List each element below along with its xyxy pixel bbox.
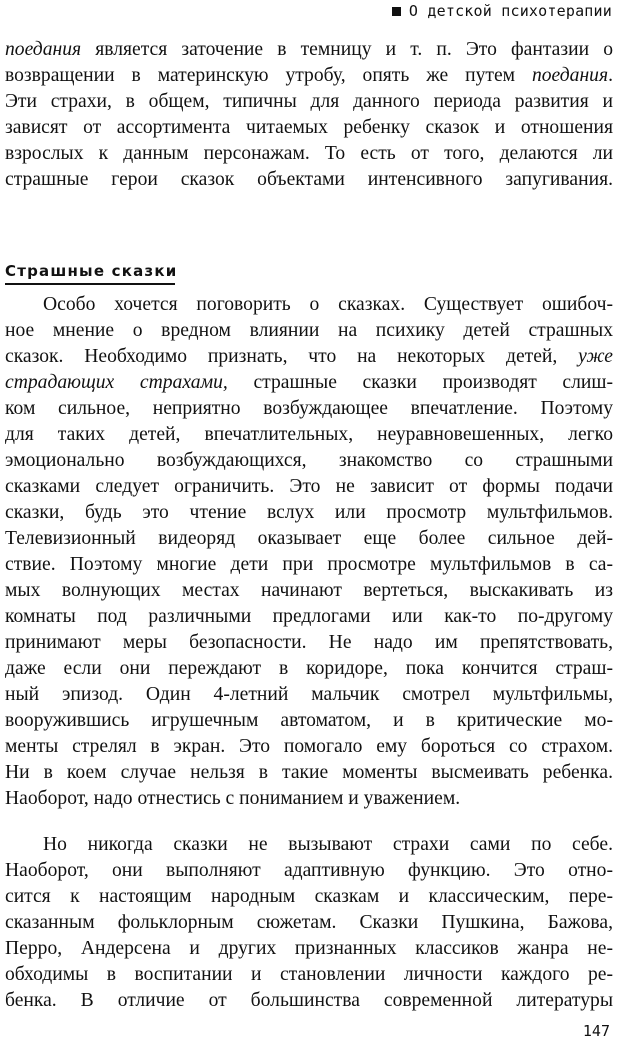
text-line xyxy=(5,141,613,167)
page-number: 147 xyxy=(582,1022,610,1040)
text-run: мых волнующих местах начинают вертеться, выскакивать из xyxy=(5,580,613,601)
text-run: ком сильное, неприятно возбуждающее впечатление. Поэтому xyxy=(5,398,613,419)
text-run: менты стрелял в экран. Это помогало ему бороться со страхом. xyxy=(5,736,613,757)
text-run: страшные сказки производят слиш- xyxy=(227,372,613,393)
text-line xyxy=(5,962,613,988)
text-run: комнаты под различными предлогами или как-то по-другому xyxy=(5,606,613,627)
running-header-title: О детской психотерапии xyxy=(408,2,612,20)
text-run: страшные герои сказок объектами интенсивного запугивания. xyxy=(5,169,613,190)
text-run: Перро, Андерсена и других признанных классиков жанра не- xyxy=(5,938,613,959)
text-run: возвращении в материнскую утробу, опять же путем xyxy=(5,65,532,86)
text-run: Эти страхи, в общем, типичны для данного периода развития и xyxy=(5,91,613,112)
text-run: ствие. Поэтому многие дети при просмотре мультфильмов в са- xyxy=(5,554,613,575)
text-run: даже если они переждают в коридоре, пока кончится страш- xyxy=(5,658,613,679)
text-run: взрослых к данным персонажам. То есть от того, делаются ли xyxy=(5,143,613,164)
text-run: Ни в коем случае нельзя в такие моменты высмеивать ребенка. xyxy=(5,762,613,783)
text-run: эмоционально возбуждающихся, знакомство со страшными xyxy=(5,450,613,471)
intro-paragraph xyxy=(5,37,613,193)
text-run: для таких детей, впечатлительных, неуравновешенных, легко xyxy=(5,424,613,445)
italic-text: поедания xyxy=(5,39,82,60)
text-run: зависят от ассортимента читаемых ребенку сказок и отношения xyxy=(5,117,613,138)
paragraph-adaptive-function xyxy=(5,832,613,1014)
text-run: является заточение в темницу и т. п. Это фантазии о xyxy=(81,39,613,60)
text-line xyxy=(5,63,613,89)
text-line xyxy=(5,474,613,500)
text-line xyxy=(5,682,613,708)
text-line xyxy=(5,988,613,1014)
text-run: вооружившись игрушечным автоматом, и в критические мо- xyxy=(5,710,613,731)
text-line xyxy=(5,708,613,734)
text-line xyxy=(5,630,613,656)
text-line xyxy=(5,344,613,370)
text-line xyxy=(5,167,613,193)
text-line xyxy=(5,936,613,962)
text-line xyxy=(5,292,613,318)
italic-text: страдающих страхами, xyxy=(5,372,228,393)
text-line xyxy=(5,370,613,396)
text-run: сится к настоящим народным сказкам и классическим, пере- xyxy=(5,886,613,907)
filled-square-icon xyxy=(392,7,401,16)
text-run: Телевизионный видеоряд оказывает еще более сильное дей- xyxy=(5,528,613,549)
text-run: обходимы в воспитании и становлении личности каждого ре- xyxy=(5,964,613,985)
text-line xyxy=(5,578,613,604)
text-run: Особо хочется поговорить о сказках. Существует ошибоч- xyxy=(43,294,613,315)
text-run: сказки, будь это чтение вслух или просмотр мультфильмов. xyxy=(5,502,613,523)
text-run: Но никогда сказки не вызывают страхи сами по себе. xyxy=(43,834,613,855)
text-line xyxy=(5,858,613,884)
text-run: Наоборот, надо отнестись с пониманием и уважением. xyxy=(5,788,461,809)
text-run: Наоборот, они выполняют адаптивную функцию. Это отно- xyxy=(5,860,613,881)
text-line xyxy=(5,318,613,344)
section-heading: Страшные сказки xyxy=(5,262,178,280)
text-line xyxy=(5,910,613,936)
text-line xyxy=(5,832,613,858)
text-line xyxy=(5,786,613,812)
text-run: принимают меры безопасности. Не надо им препятствовать, xyxy=(5,632,613,653)
section-heading-rule xyxy=(5,283,175,285)
text-run: сказками следует ограничить. Это не зависит от формы подачи xyxy=(5,476,613,497)
italic-text: поедания xyxy=(531,65,609,86)
running-header xyxy=(392,2,612,20)
text-line xyxy=(5,604,613,630)
text-line xyxy=(5,448,613,474)
text-line xyxy=(5,552,613,578)
text-line xyxy=(5,89,613,115)
text-run: ное мнение о вредном влиянии на психику детей страшных xyxy=(5,320,613,341)
text-line xyxy=(5,37,613,63)
text-line xyxy=(5,115,613,141)
text-run: сказанным фольклорным сюжетам. Сказки Пушкина, Бажова, xyxy=(5,912,613,933)
text-line xyxy=(5,734,613,760)
text-line xyxy=(5,760,613,786)
text-run: ный эпизод. Один 4-летний мальчик смотрел мультфильмы, xyxy=(5,684,613,705)
paragraph-scary-tales xyxy=(5,292,613,812)
text-line xyxy=(5,526,613,552)
text-line xyxy=(5,500,613,526)
text-line xyxy=(5,396,613,422)
italic-text: уже xyxy=(578,346,613,367)
text-run: . xyxy=(608,65,613,86)
text-run: сказок. Необходимо признать, что на некоторых детей, xyxy=(5,346,579,367)
text-line xyxy=(5,884,613,910)
text-run: бенка. В отличие от большинства современной литературы xyxy=(5,990,613,1011)
text-line xyxy=(5,422,613,448)
text-line xyxy=(5,656,613,682)
